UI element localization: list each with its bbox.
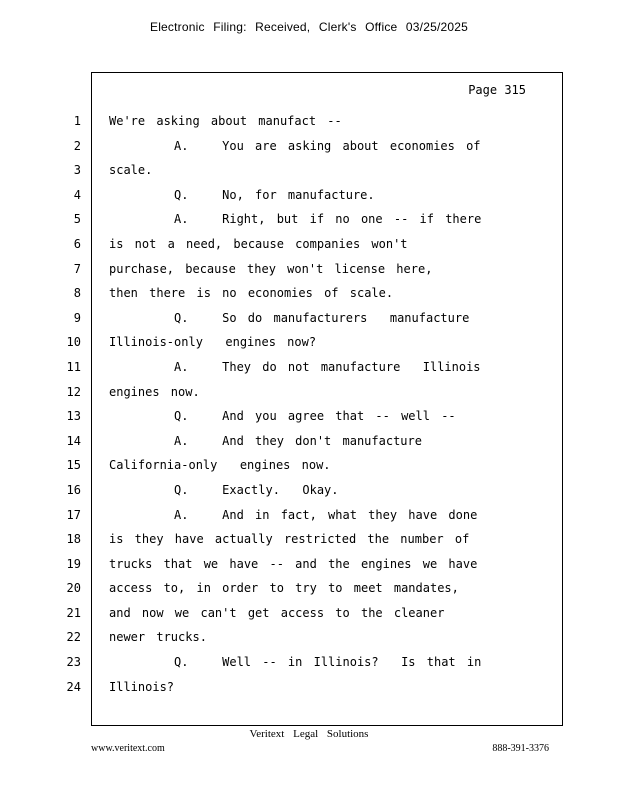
transcript-line: A. You are asking about economies of	[174, 138, 481, 153]
line-number: 17	[66, 507, 81, 522]
transcript-line: California-only engines now.	[109, 458, 331, 473]
line-number: 24	[66, 679, 81, 694]
transcript-line: Q. Well -- in Illinois? Is that in	[174, 655, 482, 670]
transcript-line: We're asking about manufact --	[109, 114, 342, 128]
line-number: 6	[73, 236, 81, 251]
line-number: 11	[66, 359, 81, 374]
transcript-line: Q. No, for manufacture.	[174, 187, 375, 202]
line-number: 15	[66, 458, 81, 473]
transcript-line: A. And they don't manufacture	[174, 433, 422, 448]
line-number: 10	[66, 335, 81, 350]
transcript-line: then there is no economies of scale.	[109, 286, 394, 301]
line-number: 1	[73, 114, 81, 128]
transcript-line: scale.	[109, 163, 153, 178]
transcript-line: Q. And you agree that -- well --	[174, 409, 456, 424]
line-number: 22	[66, 630, 81, 645]
line-number: 9	[73, 310, 81, 325]
transcript-line: and now we can't get access to the cleaner	[109, 605, 445, 620]
transcript-body	[109, 113, 539, 703]
transcript-line: Q. Exactly. Okay.	[174, 482, 339, 497]
transcript-line: A. They do not manufacture Illinois	[174, 359, 481, 374]
line-number: 14	[66, 433, 81, 448]
line-number: 20	[66, 581, 81, 596]
line-number: 7	[73, 261, 81, 276]
line-number: 13	[66, 409, 81, 424]
line-number: 16	[66, 482, 81, 497]
transcript-line: Illinois-only engines now?	[109, 335, 317, 350]
line-number: 18	[66, 532, 81, 547]
line-number: 19	[66, 556, 81, 571]
transcript-line: newer trucks.	[109, 630, 207, 645]
line-number: 4	[73, 187, 81, 202]
transcript-line: trucks that we have -- and the engines we have	[109, 556, 478, 571]
transcript-line: Illinois?	[109, 679, 175, 694]
footer-phone: 888-391-3376	[492, 743, 549, 754]
line-number: 8	[73, 286, 81, 301]
footer-company: Veritext Legal Solutions	[249, 728, 369, 740]
page-number: Page 315	[468, 83, 526, 97]
footer-website: www.veritext.com	[91, 743, 165, 754]
line-number: 12	[66, 384, 81, 399]
line-number: 2	[73, 138, 81, 153]
line-number-column	[0, 113, 84, 703]
transcript-line: A. And in fact, what they have done	[174, 507, 478, 522]
transcript-line: A. Right, but if no one -- if there	[174, 212, 482, 227]
transcript-line: access to, in order to try to meet mandates,	[109, 581, 459, 596]
filing-stamp: Electronic Filing: Received, Clerk's Office 03/25/2025	[149, 20, 468, 34]
transcript-line: is they have actually restricted the number of	[109, 532, 470, 547]
line-number: 21	[66, 605, 81, 620]
transcript-line: engines now.	[109, 384, 200, 399]
transcript-line: is not a need, because companies won't	[109, 236, 408, 251]
transcript-line: purchase, because they won't license here,	[109, 261, 433, 276]
line-number: 5	[73, 212, 81, 227]
transcript-line: Q. So do manufacturers manufacture	[174, 310, 470, 325]
line-number: 23	[66, 655, 81, 670]
line-number: 3	[73, 163, 81, 178]
